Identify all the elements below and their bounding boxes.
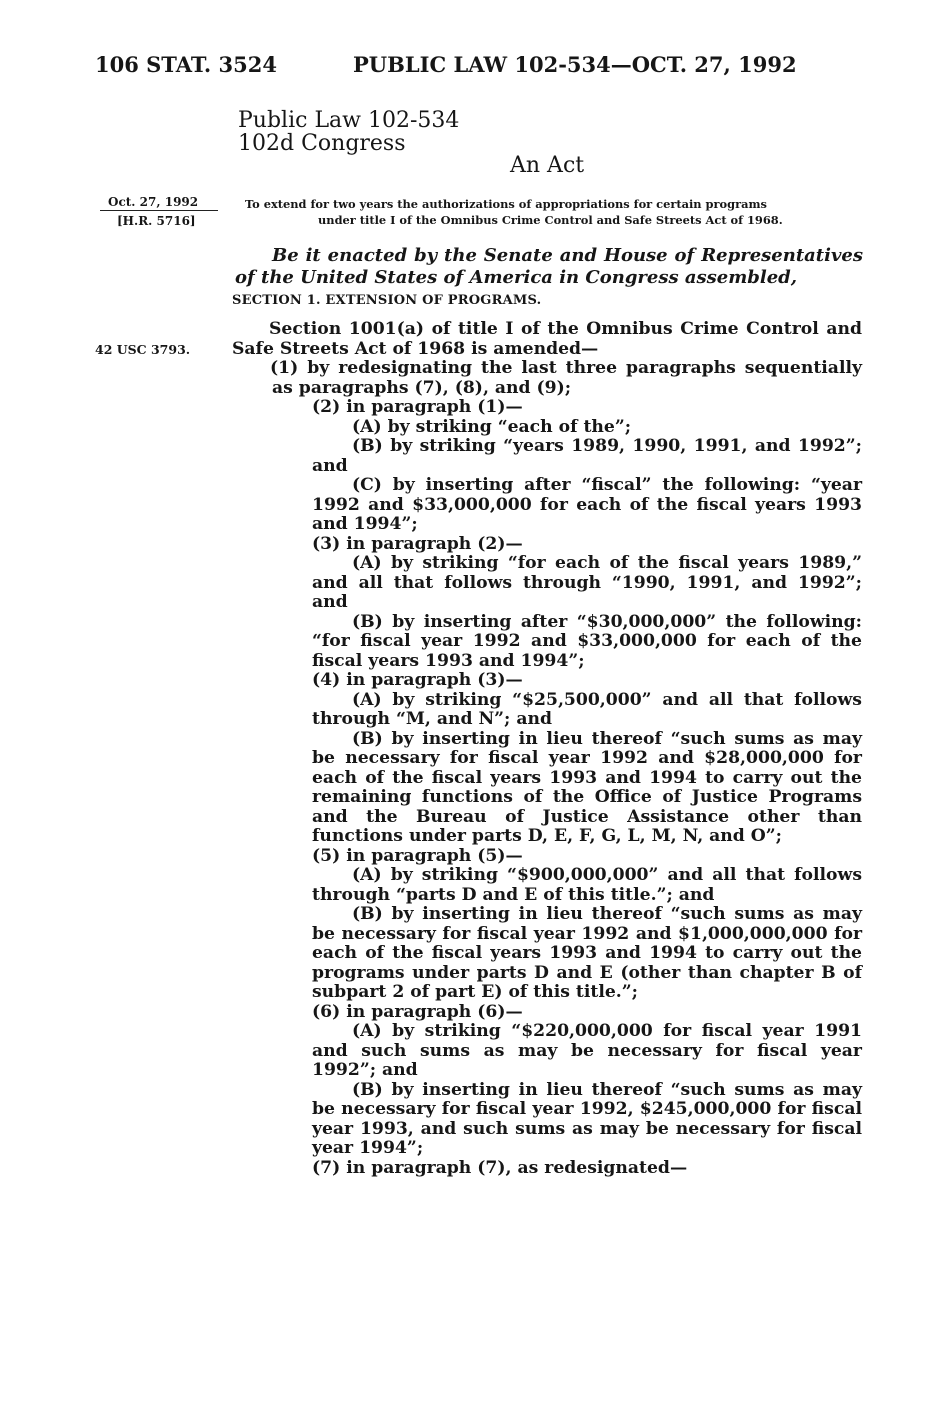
amendment-subitem: (A) by striking “$220,000,000 for fiscal year 1991 and such sums as may be necessary for fiscal year 1992”; and [312, 1021, 862, 1080]
amendment-item: (7) in paragraph (7), as redesignated— [312, 1157, 688, 1178]
amendment-subitem: (B) by striking “years 1989, 1990, 1991, and 1992”; and [312, 436, 862, 476]
running-header: PUBLIC LAW 102-534—OCT. 27, 1992 [353, 52, 797, 77]
amendment-subitem: (B) by inserting in lieu thereof “such sums as may be necessary for fiscal year 1992 and $1,000,000,000 for each of the fiscal years 1993 and 1994 to carry out the programs under parts D and E (other than chapter B of subpart 2 of part E) of this title.”; [312, 904, 862, 1002]
congress: 102d Congress [238, 131, 406, 156]
amendment-subitem: (B) by inserting in lieu thereof “such sums as may be necessary for fiscal year 1992 and $28,000,000 for each of the fiscal years 1993 and 1994 to carry out the remaining functions of the Office of Justice Programs and the Bureau of Justice Assistance other than functions under parts D, E, F, G, L, M, N, and O”; [312, 728, 862, 846]
amendment-item: (1) by redesignating the last three paragraphs sequentially as paragraphs (7), (8), and (9); [270, 358, 862, 398]
amendment-item: (3) in paragraph (2)— [312, 533, 523, 554]
margin-rule [100, 210, 218, 211]
law-number: Public Law 102-534 [238, 108, 460, 133]
purpose-clause [245, 196, 855, 228]
amendment-item: (4) in paragraph (3)— [312, 670, 523, 690]
an-act-heading: An Act [510, 153, 585, 178]
amendment-subitem: (B) by inserting in lieu thereof “such sums as may be necessary for fiscal year 1992, $245,000,000 for fiscal year 1993, and such sums as may be necessary for fiscal year 1994”; [312, 1079, 862, 1158]
stat-page-reference: 106 STAT. 3524 [95, 52, 277, 77]
section-heading: SECTION 1. EXTENSION OF PROGRAMS. [232, 293, 542, 308]
amended-paragraph: Section 1001(a) of title I of the Omnibus Crime Control and Safe Streets Act of 1968 is amended— [232, 319, 862, 359]
amendment-subitem: (A) by striking “each of the”; [352, 416, 632, 437]
purpose-line: To extend for two years the authorizations of appropriations for certain programs [245, 197, 767, 211]
margin-bill-number: [H.R. 5716] [117, 214, 196, 228]
amendment-item: (5) in paragraph (5)— [312, 845, 523, 866]
amendment-item: (6) in paragraph (6)— [312, 1001, 523, 1022]
amendment-item: (2) in paragraph (1)— [312, 397, 523, 417]
margin-usc-citation: 42 USC 3793. [95, 342, 191, 357]
amendment-subitem: (A) by striking “$900,000,000” and all that follows through “parts D and E of this title.”; and [312, 865, 862, 905]
section-body [232, 320, 862, 1178]
amendment-subitem: (A) by striking “for each of the fiscal years 1989,” and all that follows through “1990, 1991, and 1992”; and [312, 553, 862, 612]
margin-date: Oct. 27, 1992 [108, 195, 199, 209]
purpose-line: under title I of the Omnibus Crime Control and Safe Streets Act of 1968. [318, 213, 783, 227]
amendment-subitem: (B) by inserting after “$30,000,000” the following: “for fiscal year 1992 and $33,000,000 for each of the fiscal years 1993 and 1994”; [312, 611, 862, 671]
enacting-clause: Be it enacted by the Senate and House of Representatives of the United States of America in Congress assembled, [235, 245, 863, 288]
amendment-subitem: (A) by striking “$25,500,000” and all that follows through “M, and N”; and [312, 689, 862, 729]
amendment-subitem: (C) by inserting after “fiscal” the following: “year 1992 and $33,000,000 for each of the fiscal years 1993 and 1994”; [312, 475, 862, 534]
